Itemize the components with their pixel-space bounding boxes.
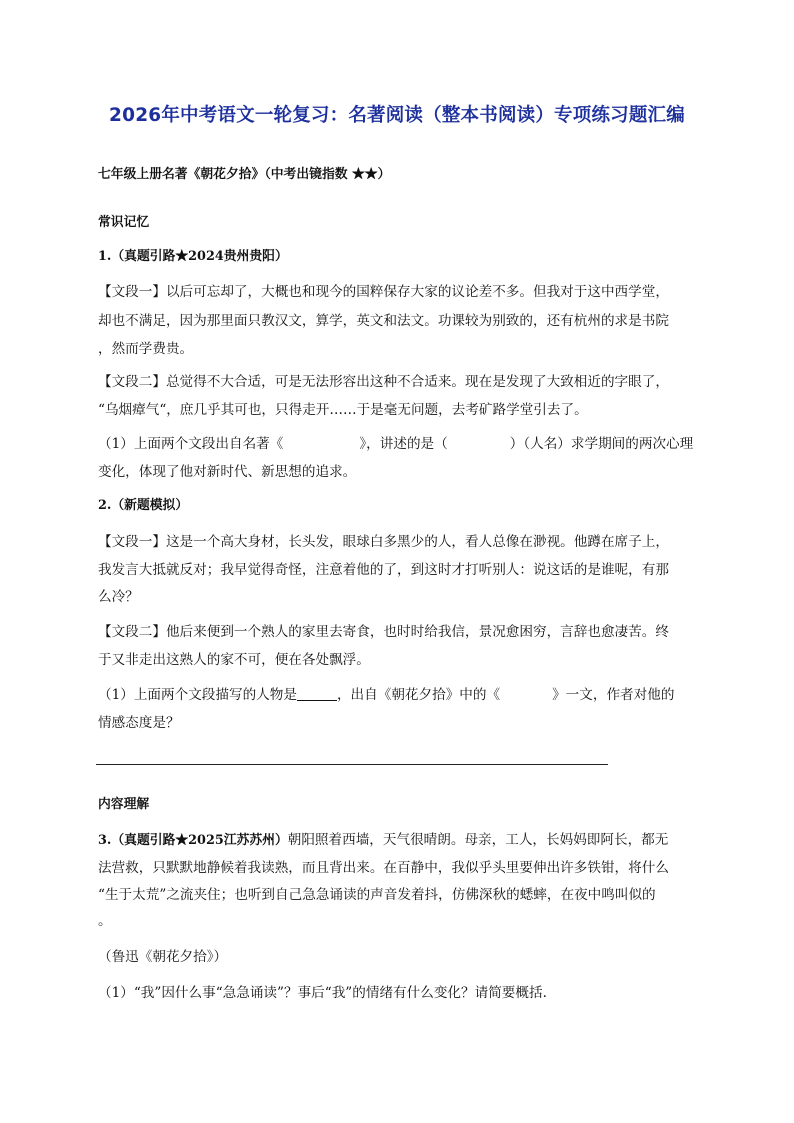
q2-question-line: 情感态度是？	[98, 715, 180, 731]
q1-question-part: 》，讲述的是（	[359, 436, 448, 452]
q2-passage-2-line: 于又非走出这熟人的家不可，便在各处飘浮。	[98, 652, 370, 668]
document-title: 2026年中考语文一轮复习：名著阅读（整本书阅读）专项练习题汇编	[109, 105, 685, 126]
q3-passage-text: 朝阳照着西墙，天气很晴朗。母亲，工人，长妈妈即阿长，都无	[287, 832, 669, 848]
q2-question-part: （1）上面两个文段描写的人物是	[98, 687, 297, 703]
q2-passage-1-line: 我发言大抵就反对；我早觉得奇怪，注意着他的了，到这时才打听别人：说这话的是谁呢，有那	[98, 562, 669, 578]
q1-question	[98, 434, 698, 454]
q1-passage-1-line: 【文段一】以后可忘却了，大概也和现今的国粹保存大家的议论差不多。但我对于这中西学堂，	[98, 284, 669, 300]
q1-question-part: ）（人名）求学期间的两次心理	[509, 436, 694, 452]
q2-passage-2-line: 【文段二】他后来便到一个熟人的家里去寄食，也时时给我信，景况愈困穷，言辞也愈凄苦。终	[98, 624, 669, 640]
q3-passage-line: 。	[98, 913, 112, 929]
q2-question-part: ，出自《朝花夕拾》中的《	[336, 687, 501, 703]
section-heading-2: 内容理解	[98, 797, 150, 812]
q3-question: （1）“我”因什么事“急急诵读”？事后“我”的情绪有什么变化？请简要概括.	[98, 985, 547, 1001]
q2-question-part: 》一文，作者对他的	[552, 687, 675, 703]
q1-question-line: 变化，体现了他对新时代、新思想的追求。	[98, 464, 357, 480]
question-3-head: 3.（真题引路★2025江苏苏州）	[98, 833, 288, 848]
q3-first-line	[98, 830, 698, 851]
q2-question	[98, 685, 698, 705]
q3-passage-line: “生于太荒”之流夹住；也听到自己急急诵读的声音发着抖，仿佛深秋的蟋蟀，在夜中鸣叫似的	[98, 887, 656, 903]
subtitle: 七年级上册名著《朝花夕拾》（中考出镜指数 ★★）	[98, 167, 391, 182]
q1-passage-1-line: ，然而学费贵。	[98, 341, 194, 357]
question-1-head: 1.（真题引路★2024贵州贵阳）	[98, 249, 288, 264]
q3-source: （鲁迅《朝花夕拾》）	[98, 949, 228, 965]
q2-passage-1-line: 【文段一】这是一个高大身材，长头发，眼球白多黑少的人，看人总像在渺视。他蹲在席子上，	[98, 534, 669, 550]
q2-passage-1-line: 么冷？	[98, 589, 139, 605]
answer-blank-underline[interactable]	[297, 686, 337, 701]
q1-question-part: （1）上面两个文段出自名著《	[98, 436, 284, 452]
q1-passage-1-line: 却也不满足，因为那里面只教汉文，算学，英文和法文。功课较为别致的，还有杭州的求是书院	[98, 313, 669, 329]
q1-passage-2-line: “乌烟瘴气“，庶几乎其可也，只得走开……于是毫无问题，去考矿路学堂引去了。	[98, 402, 588, 418]
q3-passage-line: 法营救，只默默地静候着我读熟，而且背出来。在百静中，我似乎头里要伸出许多铁钳，将什么	[98, 860, 669, 876]
section-heading-1: 常识记忆	[98, 215, 150, 230]
question-2-head: 2.（新题模拟）	[98, 498, 189, 513]
answer-line[interactable]	[96, 764, 608, 765]
q1-passage-2-line: 【文段二】总觉得不大合适，可是无法形容出这种不合适来。现在是发现了大致相近的字眼了，	[98, 374, 669, 390]
